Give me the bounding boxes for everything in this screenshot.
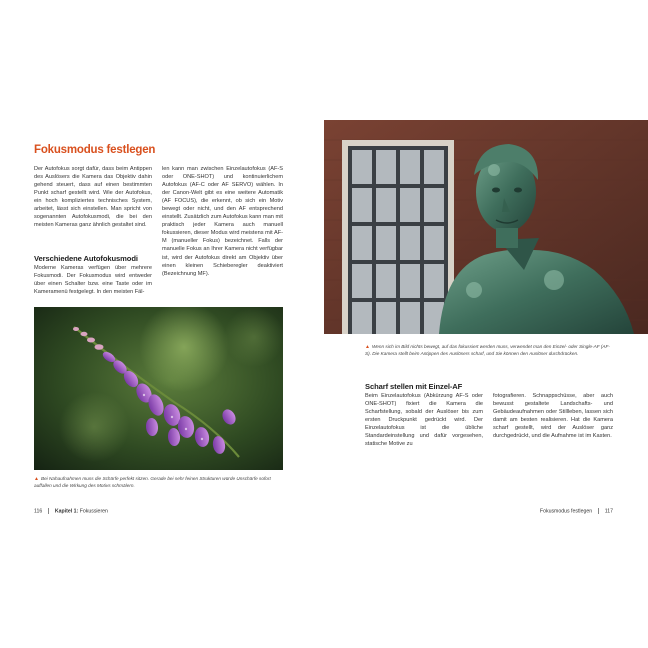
right-page-number: 117 xyxy=(604,508,613,515)
footer-chapter-title: Fokussieren xyxy=(79,508,108,515)
footer-separator xyxy=(598,508,599,514)
left-subheading: Verschiedene Autofokusmodi xyxy=(34,254,138,263)
left-col2-text: len kann man zwischen Einzelautofokus (AF-S oder ONE-SHOT) und kontinuierlichem Autofokus (AF-C oder AF SERVO) wählen. In der Canon-Welt gibt es eine weitere Automatik (AF FOCUS), die erkennt, ob sich ein Motiv bewegt oder nicht, und den AF entsprechend einstellt. Zusätzlich zum Autofokus kann man mit praktisch jeder Kamera auch manuell fokussieren, dieser Modus wird meistens mit AF-M (manueller Fokus) bezeichnet. Falls der manuelle Fokus an Ihrer Kamera nicht verfügbar ist, wird der Autofokus direkt am Objektiv über einen kleinen Schieberegler deaktiviert (Bezeichnung MF). xyxy=(162,166,283,277)
foxglove-flower-photo xyxy=(34,307,283,470)
right-col2-text: fotografieren. Schnappschüsse, aber auch bewusst gestaltete Landschafts- und Gebäudeaufnahmen oder Stillleben, lassen sich damit am besten realisieren. Hat die Kamera scharf gestellt, wird der Auslöser ganz durchgedrückt, und die Aufnahme ist im Kasten. xyxy=(493,393,613,440)
footer-section-title: Fokusmodus festlegen xyxy=(539,508,593,515)
right-col1-text: Beim Einzelautofokus (Abkürzung AF-S oder ONE-SHOT) fixiert die Kamera die Scharfstellung, sobald der Auslöser bis zum ersten Druckpunkt gedrückt wird. Der Einzelautofokus ist die übliche Standardeinstellung und dafür vorgesehen, statische Motive zu xyxy=(365,393,483,448)
bronze-statue-photo xyxy=(324,120,648,334)
right-subheading: Scharf stellen mit Einzel-AF xyxy=(365,382,463,391)
left-col1-text2: Moderne Kameras verfügen über mehrere Fokusmodi. Der Fokusmodus wird entweder über einen Schalter bzw. eine Taste oder im Kameramenü festgelegt. In den meisten Fäl- xyxy=(34,265,152,296)
left-caption-text: Bei Nahaufnahmen muss die Schärfe perfekt sitzen. Gerade bei sehr feinen Strukturen würde Unschärfe sofort auffallen und die Wirkung des Motivs schmälern. xyxy=(34,476,271,488)
right-footer xyxy=(540,508,613,514)
footer-chapter-label: Kapitel 1: xyxy=(54,508,79,515)
left-caption xyxy=(34,476,282,489)
left-col1-text: Der Autofokus sorgt dafür, dass beim Antippen des Auslösers die Kamera das Objektiv dahin gehend steuert, dass auf einen bestimmten Punkt scharf gestellt wird. Wie der Autofokus, ein hoch kompliziertes technisches System, arbeitet, lässt sich einstellen. Man spricht von sogenannten Autofokusmodi, die bei den meisten Kameras ganz ähnlich gestaltet sind. xyxy=(34,166,152,229)
footer-separator xyxy=(48,508,49,514)
caption-triangle-icon: ▲ xyxy=(34,476,39,482)
left-page-number: 116 xyxy=(34,508,43,515)
right-caption-text: Wenn sich im Bild nichts bewegt, auf das fokussiert werden muss, verwendet man den Einzel- oder Single-AF (AF-S). Die Kamera stellt beim Antippen des Auslösers scharf, und Sie können den Auslöser durchdrücken. xyxy=(365,344,610,356)
caption-triangle-icon: ▲ xyxy=(365,344,370,350)
section-title: Fokusmodus festlegen xyxy=(34,144,156,156)
left-footer xyxy=(34,508,108,514)
right-caption xyxy=(365,344,615,357)
